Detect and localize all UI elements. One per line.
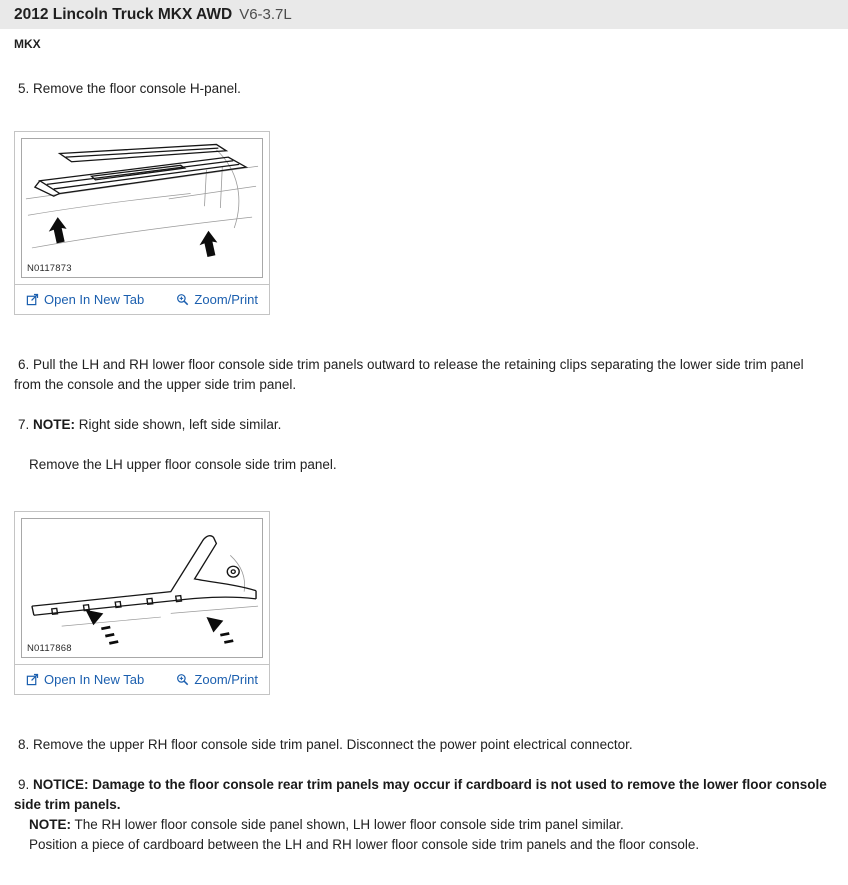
step-6 [0, 355, 848, 395]
h-panel-diagram [22, 139, 262, 277]
open-in-new-tab-icon [26, 293, 39, 306]
step-7-followup: Remove the LH upper floor console side trim panel. [29, 457, 337, 472]
step-9 [0, 775, 848, 855]
open-in-new-tab-label: Open In New Tab [44, 292, 145, 307]
figure-1-id-label: N0117873 [27, 263, 72, 274]
figure-1-image[interactable] [21, 138, 263, 278]
model-label: MKX [14, 37, 41, 51]
zoom-print-label: Zoom/Print [194, 672, 258, 687]
step-9-notice-label: NOTICE: [33, 777, 89, 792]
vehicle-header [0, 0, 848, 29]
zoom-plus-icon [176, 293, 189, 306]
step-7-note-text: Right side shown, left side similar. [78, 417, 282, 432]
step-5 [0, 79, 848, 99]
figure-1-toolbar [15, 284, 269, 314]
step-6-number: 6. [18, 357, 30, 372]
step-9-followup: Position a piece of cardboard between the LH and RH lower floor console side trim panels and the floor console. [29, 837, 700, 852]
engine-spec: V6-3.7L [239, 6, 292, 23]
step-9-notice-text: Damage to the floor console rear trim panels may occur if cardboard is not used to remove the lower floor console side trim panels. [14, 777, 827, 812]
figure-2-open-in-new-tab-link[interactable] [26, 672, 144, 687]
step-6-text: Pull the LH and RH lower floor console side trim panels outward to release the retaining clips separating the lower side trim panel from the console and the upper side trim panel. [14, 357, 804, 392]
figure-2 [14, 511, 270, 695]
zoom-print-label: Zoom/Print [194, 292, 258, 307]
zoom-plus-icon [176, 673, 189, 686]
step-9-note [0, 815, 848, 835]
step-7-number: 7. [18, 417, 30, 432]
figure-2-zoom-print-link[interactable] [176, 672, 258, 687]
figure-1-zoom-print-link[interactable] [176, 292, 258, 307]
step-8-text: Remove the upper RH floor console side trim panel. Disconnect the power point electrical connector. [33, 737, 633, 752]
side-trim-panel-diagram [22, 519, 262, 657]
figure-2-id-label: N0117868 [27, 643, 72, 654]
step-7-note-label: NOTE: [33, 417, 76, 432]
figure-2-toolbar [15, 664, 269, 694]
open-in-new-tab-label: Open In New Tab [44, 672, 145, 687]
step-5-text: Remove the floor console H-panel. [33, 81, 241, 96]
figure-1 [14, 131, 270, 315]
figure-1-open-in-new-tab-link[interactable] [26, 292, 144, 307]
step-9-note-label: NOTE: [29, 817, 71, 832]
step-9-number: 9. [18, 777, 30, 792]
open-in-new-tab-icon [26, 673, 39, 686]
page-title: 2012 Lincoln Truck MKX AWD [14, 5, 233, 23]
figure-2-image[interactable] [21, 518, 263, 658]
step-7 [0, 415, 848, 435]
step-5-number: 5. [18, 81, 30, 96]
step-8 [0, 735, 848, 755]
step-9-note-text: The RH lower floor console side panel shown, LH lower floor console side trim panel similar. [74, 817, 624, 832]
step-9-notice [0, 775, 848, 815]
step-8-number: 8. [18, 737, 30, 752]
